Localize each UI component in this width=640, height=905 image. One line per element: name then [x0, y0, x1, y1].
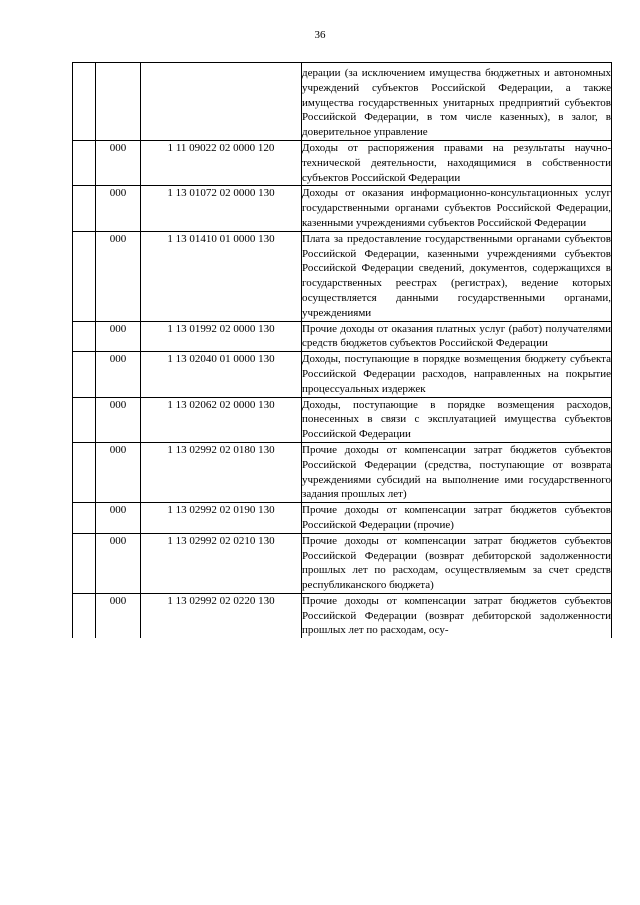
- revenue-description-cell: Прочие доходы от компенсации затрат бюджетов субъектов Российской Федерации (прочие): [302, 503, 612, 534]
- revenue-description-cell: Прочие доходы от компенсации затрат бюджетов субъектов Российской Федерации (возврат дебиторской задолженности прошлых лет по расходам, осуществляемым за счет средств республиканского бюджета): [302, 533, 612, 593]
- row-number-cell: [73, 593, 96, 638]
- revenue-code-cell: 1 13 02992 02 0190 130: [141, 503, 302, 534]
- admin-code-cell: 000: [96, 352, 141, 397]
- admin-code-cell: 000: [96, 533, 141, 593]
- row-number-cell: [73, 140, 96, 185]
- admin-code-cell: 000: [96, 321, 141, 352]
- revenue-code-cell: 1 11 09022 02 0000 120: [141, 140, 302, 185]
- revenue-code-cell: 1 13 01992 02 0000 130: [141, 321, 302, 352]
- revenue-description-cell: Доходы от распоряжения правами на результаты научно-технической деятельности, находящимися в собственности субъектов Российской Федерации: [302, 140, 612, 185]
- revenue-code-cell: [141, 63, 302, 141]
- admin-code-cell: 000: [96, 140, 141, 185]
- table-row: [73, 140, 612, 185]
- admin-code-cell: [96, 63, 141, 141]
- revenue-description-cell: Прочие доходы от оказания платных услуг (работ) получателями средств бюджетов субъектов Российской Федерации: [302, 321, 612, 352]
- row-number-cell: [73, 442, 96, 502]
- table-row: [73, 321, 612, 352]
- row-number-cell: [73, 186, 96, 231]
- revenue-code-cell: 1 13 02992 02 0210 130: [141, 533, 302, 593]
- table-row: [73, 533, 612, 593]
- revenue-code-cell: 1 13 02992 02 0180 130: [141, 442, 302, 502]
- table-row: [73, 442, 612, 502]
- row-number-cell: [73, 397, 96, 442]
- table-row: [73, 593, 612, 638]
- revenue-code-cell: 1 13 02062 02 0000 130: [141, 397, 302, 442]
- revenue-code-cell: 1 13 02040 01 0000 130: [141, 352, 302, 397]
- row-number-cell: [73, 321, 96, 352]
- revenue-code-cell: 1 13 02992 02 0220 130: [141, 593, 302, 638]
- revenue-description-cell: Доходы, поступающие в порядке возмещения бюджету субъекта Российской Федерации расходов, направленных на покрытие процессуальных издержек: [302, 352, 612, 397]
- row-number-cell: [73, 231, 96, 321]
- revenue-description-cell: Доходы от оказания информационно-консультационных услуг государственными органами субъектов Российской Федерации, казенными учреждениями субъектов Российской Федерации: [302, 186, 612, 231]
- table-row: [73, 231, 612, 321]
- revenue-description-cell: Прочие доходы от компенсации затрат бюджетов субъектов Российской Федерации (возврат дебиторской задолженности прошлых лет по расходам, осу-: [302, 594, 611, 637]
- table-row: [73, 352, 612, 397]
- revenue-code-cell: 1 13 01072 02 0000 130: [141, 186, 302, 231]
- admin-code-cell: 000: [96, 593, 141, 638]
- revenue-codes-table: [72, 62, 612, 638]
- revenue-description-cell: Прочие доходы от компенсации затрат бюджетов субъектов Российской Федерации (средства, поступающие от возврата учреждениями субсидий на выполнение ими государственного задания прошлых лет): [302, 442, 612, 502]
- revenue-description-cell: Плата за предоставление государственными органами субъектов Российской Федерации, казенными учреждениями субъектов Российской Федерации сведений, документов, содержащихся в государственных реестрах (регистрах), ведение которых осуществляется данными государственными органами, учреждениями: [302, 231, 612, 321]
- row-number-cell: [73, 533, 96, 593]
- revenue-description-cell: дерации (за исключением имущества бюджетных и автономных учреждений субъектов Российской Федерации, а также имущества государственных унитарных предприятий субъектов Российской Федерации, в том числе казенных), в залог, в доверительное управление: [302, 63, 612, 141]
- table-row: [73, 503, 612, 534]
- admin-code-cell: 000: [96, 397, 141, 442]
- admin-code-cell: 000: [96, 503, 141, 534]
- admin-code-cell: 000: [96, 186, 141, 231]
- revenue-description-cell: Доходы, поступающие в порядке возмещения расходов, понесенных в связи с эксплуатацией имущества субъектов Российской Федерации: [302, 397, 612, 442]
- admin-code-cell: 000: [96, 442, 141, 502]
- admin-code-cell: 000: [96, 231, 141, 321]
- row-number-cell: [73, 63, 96, 141]
- table-row: [73, 186, 612, 231]
- table-row: [73, 63, 612, 141]
- table-row: [73, 397, 612, 442]
- row-number-cell: [73, 352, 96, 397]
- row-number-cell: [73, 503, 96, 534]
- revenue-code-cell: 1 13 01410 01 0000 130: [141, 231, 302, 321]
- page-number: 36: [314, 29, 326, 41]
